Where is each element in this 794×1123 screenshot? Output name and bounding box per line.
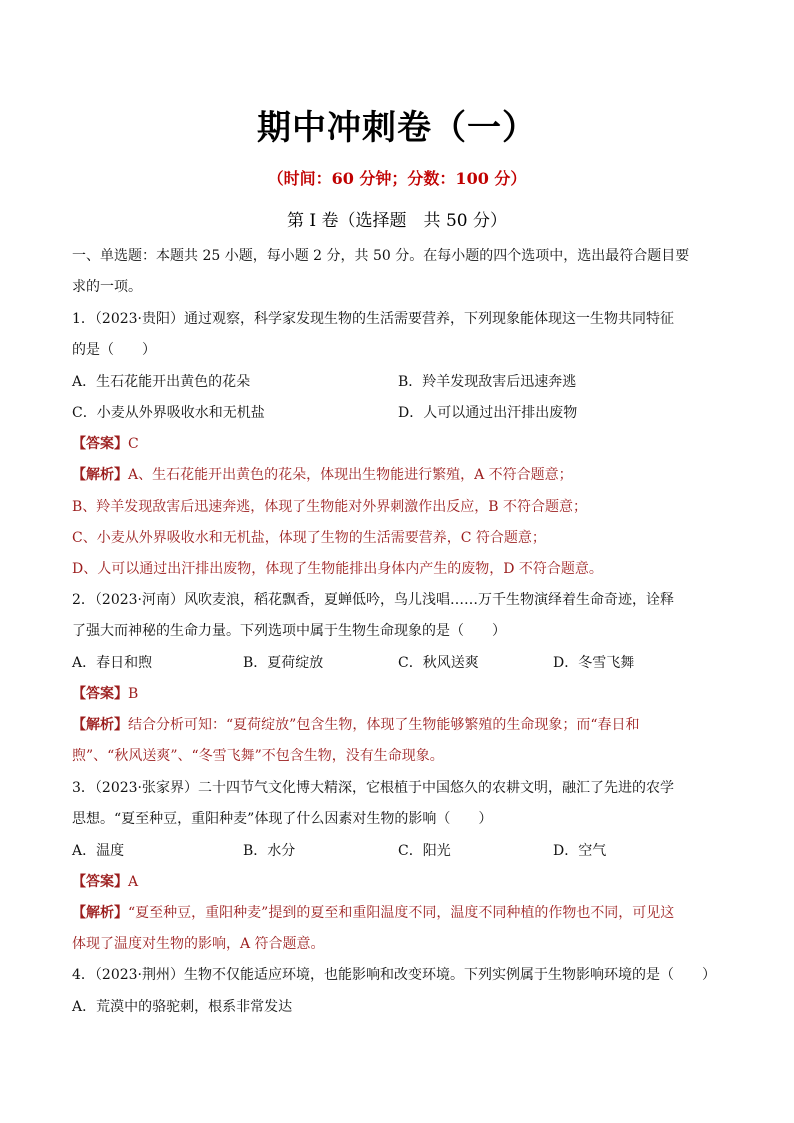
- answer-label: 【答案】: [72, 874, 128, 890]
- q1-analysis-line-2: B、羚羊发现敌害后迅速奔逃，体现了生物能对外界刺激作出反应，B 不符合题意；: [72, 499, 588, 515]
- q2-stem-line-2: 了强大而神秘的生命力量。下列选项中属于生物生命现象的是（ ）: [72, 623, 506, 639]
- analysis-text: A、生石花能开出黄色的花朵，体现出生物能进行繁殖，A 不符合题意；: [128, 467, 573, 483]
- q1-option-b: B．羚羊发现敌害后迅速奔逃: [398, 374, 577, 390]
- q3-option-c: C．阳光: [398, 843, 451, 859]
- instructions-line-1: 一、单选题：本题共 25 小题，每小题 2 分，共 50 分。在每小题的四个选项中，选出最符合题目要: [72, 248, 690, 264]
- q3-option-a: A．温度: [72, 843, 125, 859]
- exam-time-score: （时间：60 分钟；分数：100 分）: [267, 169, 527, 188]
- q2-answer: [72, 685, 732, 703]
- q1-stem-line-2: 的是（ ）: [72, 342, 156, 358]
- q4-stem-line-1: 4．（2023·荆州）生物不仅能适应环境，也能影响和改变环境。下列实例属于生物影响环境的是（ ）: [72, 967, 716, 983]
- q3-analysis-line-2: 体现了温度对生物的影响，A 符合题意。: [72, 936, 325, 952]
- q1-option-a: A．生石花能开出黄色的花朵: [72, 374, 251, 390]
- q2-option-c: C．秋风送爽: [398, 655, 479, 671]
- answer-label: 【答案】: [72, 686, 128, 702]
- page-title: 期中冲刺卷（一）: [257, 108, 537, 148]
- q2-stem-line-1: 2．（2023·河南）风吹麦浪，稻花飘香，夏蝉低吟，鸟儿浅唱……万千生物演绎着生命奇迹，诠释: [72, 592, 674, 608]
- q3-option-d: D．空气: [553, 843, 607, 859]
- q3-stem-line-1: 3．（2023·张家界）二十四节气文化博大精深，它根植于中国悠久的农耕文明，融汇了先进的农学: [72, 780, 674, 796]
- analysis-label: 【解析】: [72, 717, 128, 733]
- q1-option-d: D．人可以通过出汗排出废物: [398, 405, 578, 421]
- q2-option-b: B．夏荷绽放: [243, 655, 324, 671]
- answer-value: C: [128, 436, 139, 452]
- q1-stem-line-1: 1．（2023·贵阳）通过观察，科学家发现生物的生活需要营养，下列现象能体现这一生物共同特征: [72, 311, 674, 327]
- instructions-line-2: 求的一项。: [72, 279, 142, 295]
- q3-option-b: B．水分: [243, 843, 296, 859]
- section-heading: 第 I 卷（选择题 共 50 分）: [287, 211, 507, 231]
- q1-option-c: C．小麦从外界吸收水和无机盐: [72, 405, 265, 421]
- q3-answer: [72, 873, 732, 891]
- q1-analysis-line-1: [72, 466, 732, 484]
- q1-answer: [72, 435, 732, 453]
- q2-option-d: D．冬雪飞舞: [553, 655, 635, 671]
- answer-value: A: [128, 874, 139, 890]
- q1-analysis-line-4: D、人可以通过出汗排出废物，体现了生物能排出身体内产生的废物，D 不符合题意。: [72, 561, 603, 577]
- q2-option-a: A．春日和煦: [72, 655, 153, 671]
- q3-stem-line-2: 思想。“夏至种豆，重阳种麦”体现了什么因素对生物的影响（ ）: [72, 811, 493, 827]
- q1-analysis-line-3: C、小麦从外界吸收水和无机盐，体现了生物的生活需要营养，C 符合题意；: [72, 530, 546, 546]
- q2-analysis-line-2: 煦”、“秋风送爽”、“冬雪飞舞”不包含生物，没有生命现象。: [72, 748, 444, 764]
- answer-label: 【答案】: [72, 436, 128, 452]
- q4-option-a: A．荒漠中的骆驼刺，根系非常发达: [72, 999, 293, 1015]
- analysis-label: 【解析】: [72, 905, 128, 921]
- analysis-text: 结合分析可知：“夏荷绽放”包含生物，体现了生物能够繁殖的生命现象；而“春日和: [128, 717, 640, 733]
- answer-value: B: [128, 686, 139, 702]
- analysis-label: 【解析】: [72, 467, 128, 483]
- analysis-text: “夏至种豆，重阳种麦”提到的夏至和重阳温度不同，温度不同种植的作物也不同，可见这: [128, 905, 675, 921]
- q3-analysis-line-1: [72, 904, 732, 922]
- q2-analysis-line-1: [72, 716, 732, 734]
